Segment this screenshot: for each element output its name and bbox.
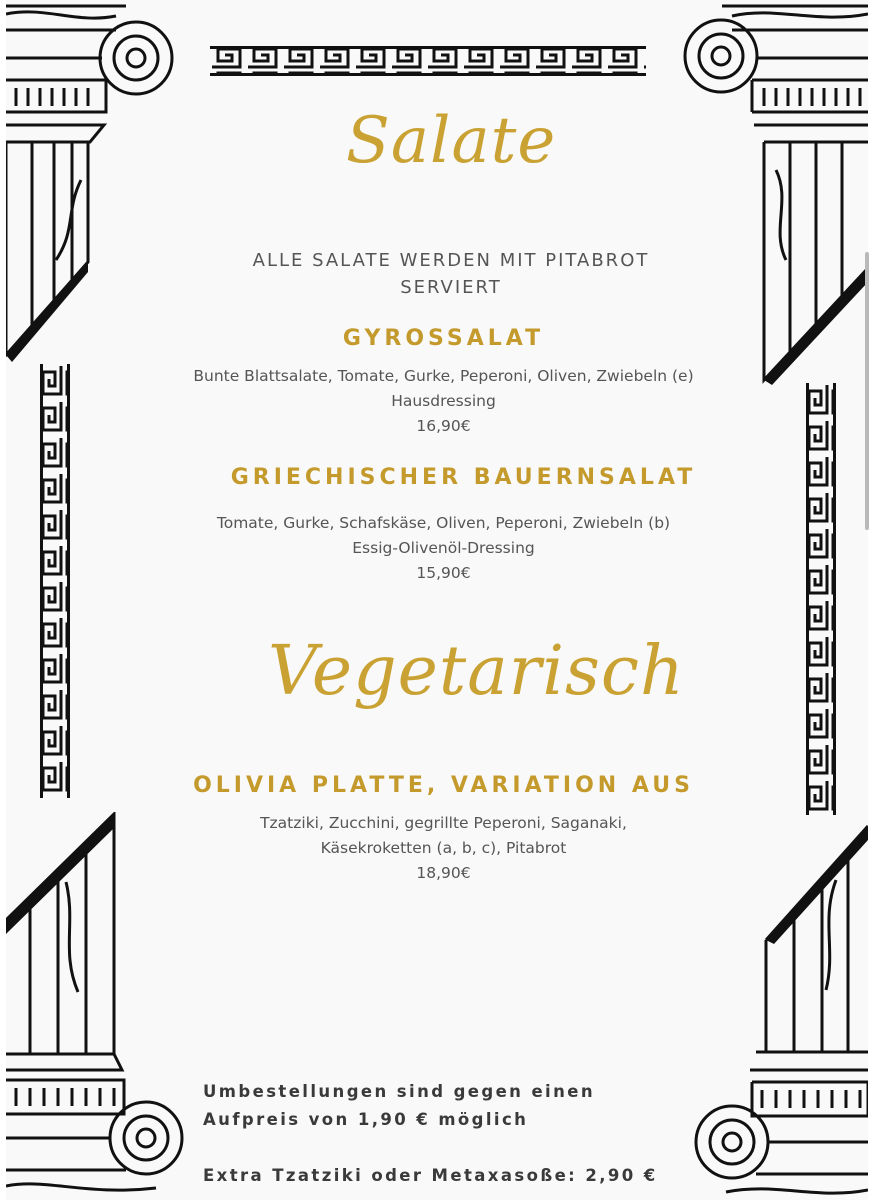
item-desc-line: Käsekroketten (a, b, c), Pitabrot: [320, 839, 567, 857]
item-price: 15,90€: [416, 564, 471, 582]
section-title-vegetarisch: Vegetarisch: [268, 632, 685, 711]
item-desc-line: Essig-Olivenöl-Dressing: [352, 539, 535, 557]
footer-line: Aufpreis von 1,90 € möglich: [203, 1110, 529, 1129]
item-desc-line: Bunte Blattsalate, Tomate, Gurke, Peperoni, Oliven, Zwiebeln (e): [193, 367, 694, 385]
item-description: [6, 811, 868, 886]
item-price: 18,90€: [416, 864, 471, 882]
item-name-olivia-platte: OLIVIA PLATTE, VARIATION AUS: [193, 773, 694, 798]
greek-key-border-icon: [210, 46, 646, 76]
menu-page: [6, 0, 868, 1200]
footer-note: [203, 1078, 595, 1134]
item-description: [6, 364, 868, 439]
item-description: [6, 511, 868, 586]
item-desc-line: Hausdressing: [391, 392, 496, 410]
section-title-salate: Salate: [346, 104, 557, 178]
scrollbar[interactable]: [865, 252, 869, 530]
item-desc-line: Tomate, Gurke, Schafskäse, Oliven, Peperoni, Zwiebeln (b): [216, 514, 671, 532]
footer-extra: Extra Tzatziki oder Metaxasoße: 2,90 €: [203, 1166, 658, 1185]
item-desc-line: Tzatziki, Zucchini, gegrillte Peperoni, Saganaki,: [260, 814, 627, 832]
item-name-griechischer-bauernsalat: GRIECHISCHER BAUERNSALAT: [230, 465, 697, 490]
item-price: 16,90€: [416, 417, 471, 435]
salate-note: ALLE SALATE WERDEN MIT PITABROT SERVIERT: [252, 250, 650, 298]
greek-key-border-icon: [806, 383, 836, 815]
item-name-gyrossalat: GYROSSALAT: [342, 326, 545, 351]
ionic-column-icon: [6, 0, 181, 365]
footer-line: Umbestellungen sind gegen einen: [203, 1082, 595, 1101]
